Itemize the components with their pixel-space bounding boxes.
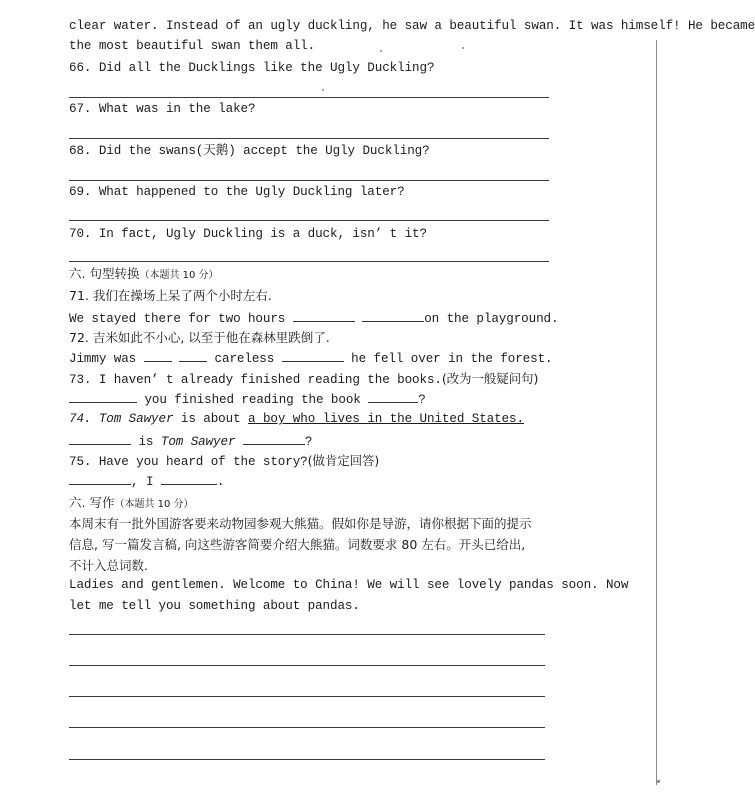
q72-blank-1[interactable] — [144, 350, 172, 362]
answer-line-66[interactable] — [69, 97, 549, 98]
scan-edge-line — [656, 40, 657, 785]
q74-number: 74. — [69, 412, 92, 426]
q71-blank-1[interactable] — [293, 310, 355, 322]
question-66: 66. Did all the Ducklings like the Ugly Duckling? — [69, 61, 435, 75]
section-heading-transform — [69, 266, 219, 283]
q75-blank-2[interactable] — [161, 473, 217, 485]
q75-i: I — [145, 475, 154, 489]
writing-score: （本题共 10 分） — [114, 499, 194, 510]
writing-line-2[interactable] — [69, 665, 545, 666]
question-70: 70. In fact, Ugly Duckling is a duck, isn’ t it? — [69, 227, 427, 241]
writing-line-5[interactable] — [69, 759, 545, 760]
q72-blank-2[interactable] — [179, 350, 207, 362]
scan-speck — [462, 47, 464, 49]
q73-text: you finished reading the book — [144, 393, 361, 407]
writing-line-3[interactable] — [69, 696, 545, 697]
question-75-answer — [69, 473, 224, 490]
question-71-chinese: 71. 我们在操场上呆了两个小时左右. — [69, 288, 272, 303]
q74-title: Tom Sawyer — [98, 412, 174, 426]
answer-line-70[interactable] — [69, 261, 549, 262]
passage-line-1: clear water. Instead of an ugly duckling, he saw a beautiful swan. It was himself! He became — [69, 19, 755, 33]
q74-end: ? — [304, 435, 313, 449]
section-title: 六. 句型转换 — [69, 266, 140, 281]
writing-line-4[interactable] — [69, 727, 545, 728]
question-72-sentence — [69, 350, 553, 367]
q73-end: ? — [418, 393, 426, 407]
question-67: 67. What was in the lake? — [69, 102, 256, 116]
q71-blank-2[interactable] — [362, 310, 424, 322]
scan-speck — [322, 89, 324, 91]
question-68: 68. Did the swans(天鹅) accept the Ugly Duckling? — [69, 144, 430, 158]
q74-underlined-part: a boy who lives in the United States. — [248, 412, 524, 426]
question-74-prompt — [69, 412, 524, 427]
q72-text-b: careless — [214, 352, 275, 366]
q72-text-a: Jimmy was — [69, 352, 137, 366]
question-75-prompt — [69, 453, 379, 470]
question-71-sentence — [69, 310, 558, 327]
writing-instruction-3: 不计入总词数. — [69, 558, 148, 573]
answer-line-67[interactable] — [69, 138, 549, 139]
q72-text-c: he fell over in the forest. — [351, 352, 553, 366]
section-score: （本题共 10 分） — [139, 270, 219, 281]
scan-speck — [380, 50, 382, 52]
q73-sentence: 73. I haven’ t already finished reading the books. — [69, 373, 442, 387]
question-73-answer — [69, 391, 426, 408]
q75-comma: , — [131, 475, 139, 489]
question-69: 69. What happened to the Ugly Duckling later? — [69, 185, 405, 199]
answer-line-68[interactable] — [69, 180, 549, 181]
q73-blank-2[interactable] — [368, 391, 418, 403]
writing-opening-1: Ladies and gentlemen. Welcome to China! We will see lovely pandas soon. Now — [69, 578, 629, 592]
q74-answer-title: Tom Sawyer — [160, 435, 236, 449]
answer-line-69[interactable] — [69, 220, 549, 221]
writing-opening-2: let me tell you something about pandas. — [69, 599, 360, 613]
section-heading-writing — [69, 495, 194, 512]
question-73-prompt — [69, 371, 538, 388]
passage-line-2: the most beautiful swan them all. — [69, 39, 316, 53]
q74-is: is — [138, 435, 154, 449]
question-72-chinese: 72. 吉米如此不小心, 以至于他在森林里跌倒了. — [69, 330, 330, 345]
q75-end: . — [216, 475, 225, 489]
writing-instruction-1: 本周末有一批外国游客要来动物园参观大熊猫。假如你是导游，请你根据下面的提示 — [69, 516, 532, 531]
q74-blank-2[interactable] — [243, 433, 305, 445]
question-74-answer — [69, 433, 312, 450]
q75-instruction: (做肯定回答) — [307, 453, 380, 468]
q71-text-a: We stayed there for two hours — [69, 312, 286, 326]
q73-instruction: (改为一般疑问句) — [441, 371, 539, 386]
q71-text-b: on the playground. — [424, 312, 559, 326]
q74-text: is about — [180, 412, 241, 426]
q75-sentence: 75. Have you heard of the story? — [69, 455, 308, 469]
scan-speck — [657, 780, 660, 783]
q73-blank-1[interactable] — [69, 391, 137, 403]
q74-blank-1[interactable] — [69, 433, 131, 445]
q75-blank-1[interactable] — [69, 473, 131, 485]
q72-blank-3[interactable] — [282, 350, 344, 362]
writing-line-1[interactable] — [69, 634, 545, 635]
writing-instruction-2: 信息, 写一篇发言稿, 向这些游客简要介绍大熊猫。词数要求 80 左右。开头已给出, — [69, 537, 526, 552]
writing-title: 六. 写作 — [69, 495, 115, 510]
